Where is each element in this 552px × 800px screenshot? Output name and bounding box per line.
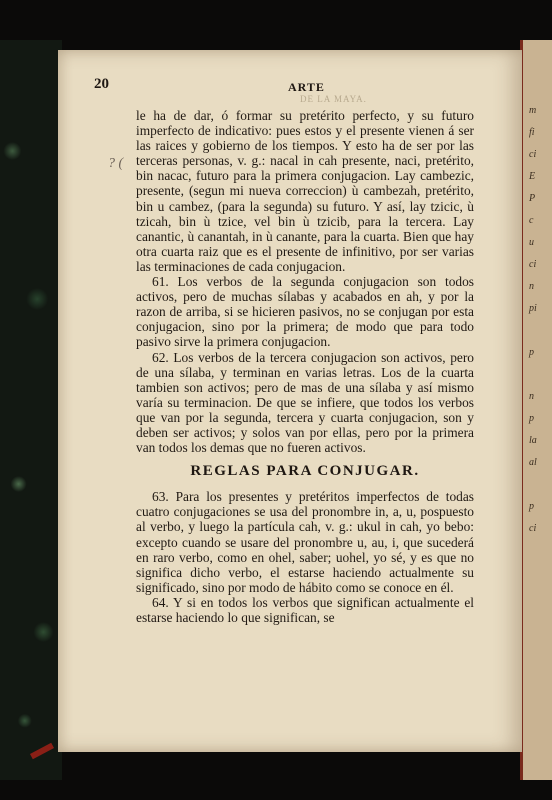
paragraph-61: 61. Los verbos de la segunda conjugacion son todos activos, pero de muchas sílabas y acabados en ah, y por la razon de arriba, si se hicieren pasivos, no se conjugan por esta conjugacion, sino por la primera; de modo que para todo pasivo sirve la primera conjugacion. bbox=[136, 274, 474, 350]
paragraph-62: 62. Los verbos de la tercera conjugacion son activos, pero de una sílaba, y terminan en varias letras. Los de la cuarta tambien son activos; pero de mas de una sílaba y así mismo varía su terminacion. De que se infiere, que todos los verbos que van por la segunda, tercera y cuarta conjugacion, son y deben ser activos; y solos van por ellas, pero por la primera van todos los demas que no fueren activos. bbox=[136, 349, 474, 456]
marbled-cover bbox=[0, 40, 62, 780]
facing-page-text: m fi ci E P c u ci n pi p n p la al p ci bbox=[529, 105, 537, 534]
paragraph-64: 64. Y si en todos los verbos que significan actualmente el estarse haciendo lo que significan, se bbox=[136, 594, 474, 625]
page-number: 20 bbox=[94, 76, 109, 92]
facing-page-edge bbox=[520, 40, 552, 780]
paragraph-63: 63. Para los presentes y pretéritos imperfectos de todas cuatro conjugaciones se usa del pronombre in, a, u, pospuesto al verbo, y luego la partícula cah, v. g.: ukul in cah, yo bebo: excepto cuando se usare del pronombre u, au, i, que sucederá en raro verbo, como en ohel, saber; uohel, yo sé, y es que no significa dicho verbo, el estarse haciendo actualmente su significado, sino por modo de hábito como se conoce en él. bbox=[136, 489, 474, 595]
section-heading: REGLAS PARA CONJUGAR. bbox=[190, 463, 420, 480]
running-head: ARTE bbox=[288, 80, 325, 94]
body-text bbox=[136, 108, 474, 625]
margin-note: ? ( bbox=[108, 156, 124, 171]
paragraph-continued: le ha de dar, ó formar su pretérito perfecto, y su futuro imperfecto de indicativo: pues estos y el presente vienen á ser las raices y gobierno de los tiempos. Y esto ha de ser por las terceras personas, v. g.: nacal in cah presente, naci, pretérito, bin nacac, futuro para la primera conjugacion. Lay cambezic, presente, (segun mi nueva correccion) ù cambezah, pretérito, bin u cambez, (para la segunda) su futuro. Y así, lay tzicic, ù tzicah, bin ù tzice, vel bin ù tzicib, para la tercera. Lay canantic, ù canantah, in ù canante, para la cuarta. Bien que hay otra cuarta raiz que es el presente de infinitivo, por ser varias las terminaciones de cada conjugacion. bbox=[136, 108, 474, 274]
bleed-through-text: DE LA MAYA. bbox=[300, 94, 367, 104]
